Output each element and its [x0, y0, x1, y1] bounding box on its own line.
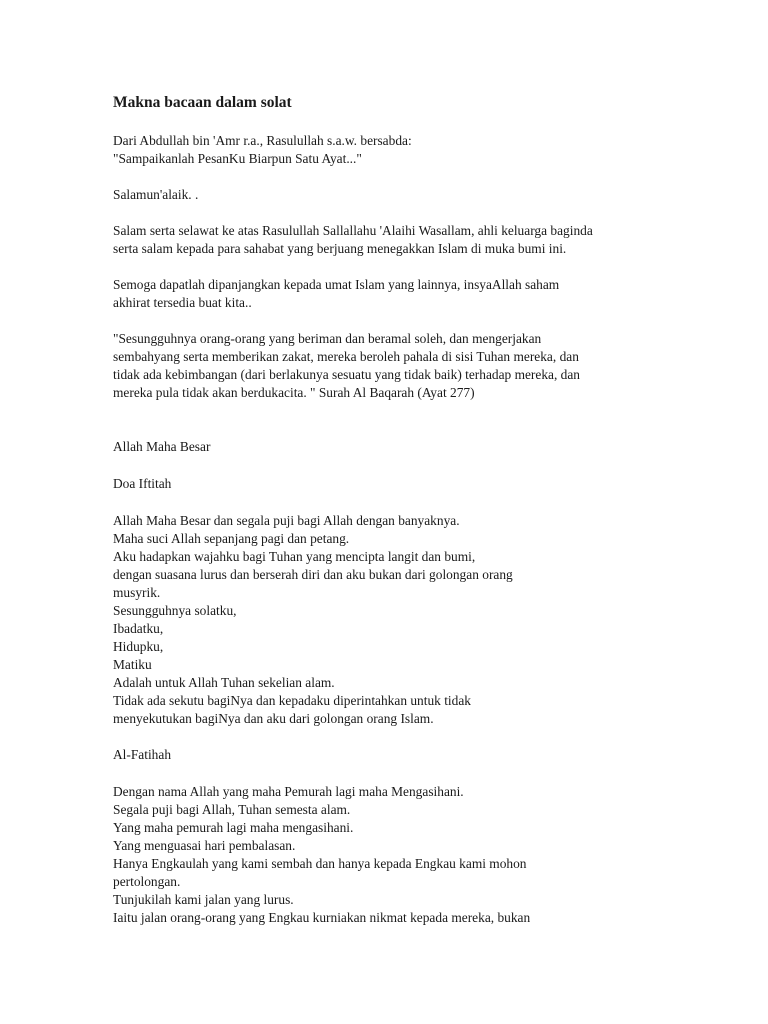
- al-fatihah-paragraph: [113, 783, 713, 927]
- intro-line: Dari Abdullah bin 'Amr r.a., Rasulullah s.a.w. bersabda:: [113, 133, 412, 148]
- fatihah-line: pertolongan.: [113, 874, 181, 889]
- al-fatihah-heading: Al-Fatihah: [113, 747, 172, 762]
- fatihah-line: Dengan nama Allah yang maha Pemurah lagi maha Mengasihani.: [113, 784, 464, 799]
- document-body: [113, 93, 713, 945]
- doa-line: Ibadatku,: [113, 621, 164, 636]
- doa-line: Allah Maha Besar dan segala puji bagi Allah dengan banyaknya.: [113, 513, 460, 528]
- quote-line: "Sesungguhnya orang-orang yang beriman dan beramal soleh, dan mengerjakan: [113, 331, 542, 346]
- doa-line: Maha suci Allah sepanjang pagi dan petang.: [113, 531, 350, 546]
- fatihah-line: Yang menguasai hari pembalasan.: [113, 838, 296, 853]
- semoga-paragraph: [113, 276, 713, 312]
- salam-line: Salam serta selawat ke atas Rasulullah Sallallahu 'Alaihi Wasallam, ahli keluarga baginda: [113, 223, 593, 238]
- doa-line: menyekutukan bagiNya dan aku dari golongan orang Islam.: [113, 711, 434, 726]
- fatihah-line: Tunjukilah kami jalan yang lurus.: [113, 892, 294, 907]
- doa-line: Matiku: [113, 657, 152, 672]
- quote-line: tidak ada kebimbangan (dari berlakunya sesuatu yang tidak baik) terhadap mereka, dan: [113, 367, 580, 382]
- fatihah-line: Hanya Engkaulah yang kami sembah dan hanya kepada Engkau kami mohon: [113, 856, 527, 871]
- doa-iftitah-heading: Doa Iftitah: [113, 476, 172, 491]
- fatihah-line: Iaitu jalan orang-orang yang Engkau kurniakan nikmat kepada mereka, bukan: [113, 910, 531, 925]
- document-title: Makna bacaan dalam solat: [113, 94, 292, 111]
- greeting-line: Salamun'alaik. .: [113, 187, 199, 202]
- fatihah-line: Segala puji bagi Allah, Tuhan semesta alam.: [113, 802, 351, 817]
- intro-line: "Sampaikanlah PesanKu Biarpun Satu Ayat...": [113, 151, 362, 166]
- semoga-line: akhirat tersedia buat kita..: [113, 295, 252, 310]
- doa-line: musyrik.: [113, 585, 161, 600]
- takbir-heading: Allah Maha Besar: [113, 439, 211, 454]
- doa-line: Hidupku,: [113, 639, 164, 654]
- doa-line: Sesungguhnya solatku,: [113, 603, 237, 618]
- quote-paragraph: [113, 330, 713, 402]
- semoga-line: Semoga dapatlah dipanjangkan kepada umat Islam yang lainnya, insyaAllah saham: [113, 277, 560, 292]
- doa-line: Tidak ada sekutu bagiNya dan kepadaku diperintahkan untuk tidak: [113, 693, 471, 708]
- doa-line: Adalah untuk Allah Tuhan sekelian alam.: [113, 675, 335, 690]
- intro-paragraph: [113, 132, 713, 168]
- greeting-paragraph: [113, 186, 713, 204]
- doa-line: dengan suasana lurus dan berserah diri dan aku bukan dari golongan orang: [113, 567, 513, 582]
- salam-paragraph: [113, 222, 713, 258]
- quote-line: mereka pula tidak akan berdukacita. " Surah Al Baqarah (Ayat 277): [113, 385, 475, 400]
- fatihah-line: Yang maha pemurah lagi maha mengasihani.: [113, 820, 354, 835]
- salam-line: serta salam kepada para sahabat yang berjuang menegakkan Islam di muka bumi ini.: [113, 241, 567, 256]
- quote-line: sembahyang serta memberikan zakat, mereka beroleh pahala di sisi Tuhan mereka, dan: [113, 349, 579, 364]
- doa-line: Aku hadapkan wajahku bagi Tuhan yang mencipta langit dan bumi,: [113, 549, 476, 564]
- doa-iftitah-paragraph: [113, 512, 713, 728]
